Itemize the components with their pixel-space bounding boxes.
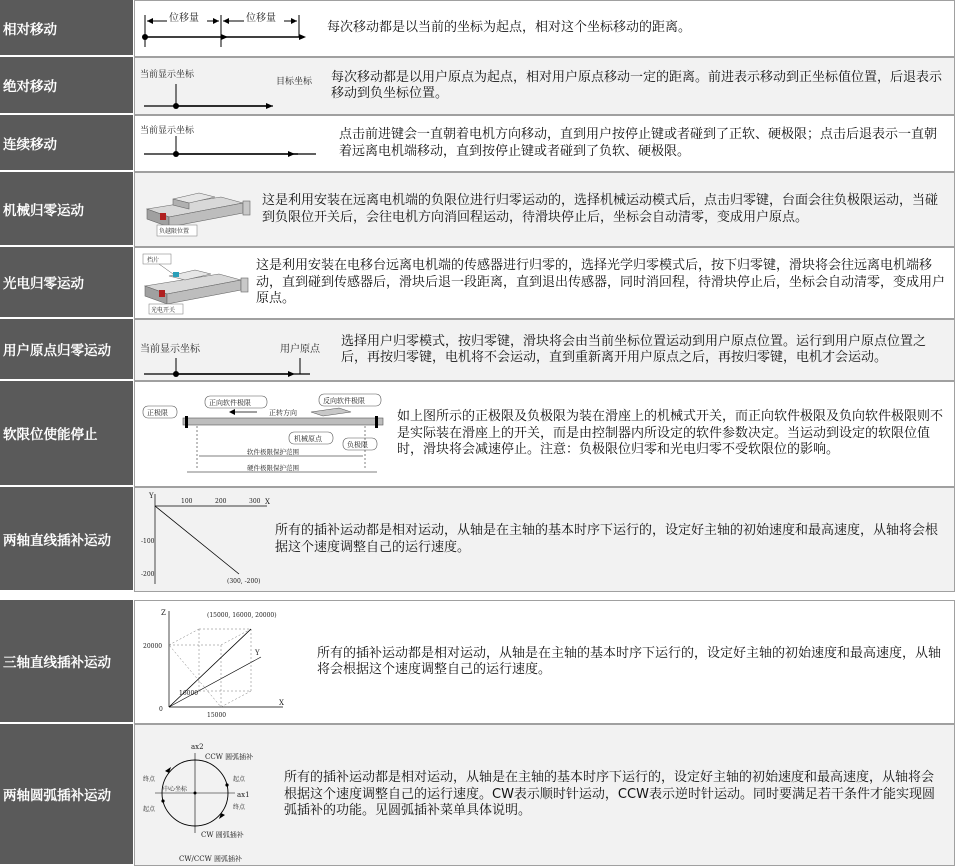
continuous-move-figure	[138, 122, 328, 168]
x-axis-label: X	[265, 498, 270, 506]
mech-origin-label: 机械原点	[294, 435, 322, 443]
current-coord-label: 当前显示坐标	[140, 126, 195, 136]
row-continuous-move	[0, 115, 955, 172]
hw-range-label: 硬件极限保护范围	[247, 464, 299, 472]
row-label: 相对移动	[0, 0, 133, 57]
row-2axis-arc	[0, 724, 955, 866]
row-label: 光电归零运动	[0, 247, 133, 319]
cw-ccw-label: CW/CCW 圆弧插补	[179, 855, 243, 863]
y-value-label: 16000	[179, 690, 199, 697]
y-axis-label: Y	[149, 492, 154, 500]
neg-limit-label: 负极限	[347, 441, 368, 449]
pos-limit-label: 正极限	[147, 409, 168, 417]
2axis-linear-figure	[141, 490, 271, 588]
center-label: 中心坐标	[163, 786, 188, 793]
row-label: 用户原点归零运动	[0, 319, 133, 381]
user-origin-figure	[138, 334, 328, 378]
tick-100: 100	[181, 498, 193, 505]
row-body	[134, 381, 955, 487]
soft-limit-figure	[139, 388, 391, 482]
row-body	[134, 724, 955, 866]
ccw-label: CCW 圆弧插补	[205, 753, 254, 761]
current-coord-label: 当前显示坐标	[140, 70, 195, 80]
row-optical-homing	[0, 247, 955, 319]
row-body	[134, 247, 955, 319]
user-origin-label: 用户原点	[280, 344, 320, 355]
mechanical-stage-figure	[143, 181, 251, 241]
row-soft-limit-stop	[0, 381, 955, 487]
row-description: 所有的插补运动都是相对运动，从轴是在主轴的基本时序下运行的，设定好主轴的初始速度和最高速度，从轴将会根据这个速度调整自己的运行速度。	[317, 645, 942, 677]
target-coord-label: 目标坐标	[276, 77, 313, 87]
shutter-tag: 挡片	[147, 257, 160, 264]
row-label: 两轴直线插补运动	[0, 487, 133, 592]
row-description: 如上图所示的正极限及负极限为装在滑座上的机械式开关，而正向软件极限及负向软件极限则不是实际装在滑座上的开关，而是由控制器内所设定的软件参数决定。当运动到设定的软限位值时，滑块将会减速停止。注意：负极限位归零和光电归零不受软限位的影响。	[397, 409, 944, 458]
row-label: 连续移动	[0, 115, 133, 172]
pos-soft-limit-label: 正向软件极限	[209, 399, 251, 407]
neg-soft-limit-label: 反向软件极限	[323, 397, 365, 405]
end-label-right: 终点	[233, 804, 246, 811]
3axis-linear-figure	[143, 607, 293, 719]
seg1-label: 位移量	[169, 13, 199, 24]
row-2axis-linear	[0, 487, 955, 592]
tick-200: 200	[215, 498, 227, 505]
ax2-label: ax2	[191, 743, 204, 751]
row-body	[134, 319, 955, 381]
direction-label: 正转方向	[269, 409, 297, 417]
row-body	[134, 172, 955, 247]
row-label: 三轴直线插补运动	[0, 600, 133, 724]
soft-range-label: 软件极限保护范围	[247, 448, 299, 456]
absolute-move-figure	[138, 66, 326, 110]
row-body	[134, 0, 955, 57]
tick-n100: -100	[141, 538, 155, 545]
relative-move-figure	[139, 7, 309, 51]
row-description: 这是利用安装在电移台远离电机端的传感器进行归零的，选择光学归零模式后，按下归零键，滑块将会往远离电机端移动，直到碰到传感器后，滑块后退一段距离，直到退出传感器，同时消回程，待滑块停止后，坐标会自动清零，变成用户原点。	[256, 258, 946, 307]
row-description: 点击前进键会一直朝着电机方向移动，直到用户按停止键或者碰到了正软、硬极限；点击后退表示一直朝着远离电机端移动，直到按停止键或者碰到了负软、硬极限。	[339, 127, 938, 159]
row-description: 这是利用安装在远离电机端的负限位进行归零运动的，选择机械运动模式后，点击归零键，台面会往负极限运动，当碰到负限位开关后，会往电机方向消回程运动，待滑块停止后，坐标会自动清零，变成用户原点。	[262, 193, 939, 225]
seg2-label: 位移量	[246, 13, 276, 24]
row-body	[134, 487, 955, 592]
x-axis-label: X	[279, 699, 284, 707]
start-label-right: 起点	[233, 776, 246, 783]
row-relative-move	[0, 0, 955, 57]
row-label: 绝对移动	[0, 57, 133, 115]
row-mechanical-homing	[0, 172, 955, 247]
x-value-label: 15000	[207, 712, 227, 719]
optical-stage-figure	[139, 252, 251, 316]
row-absolute-move	[0, 57, 955, 115]
row-description: 选择用户归零模式，按归零键，滑块将会由当前坐标位置运动到用户原点位置。运行到用户原点位置之后，再按归零键，电机将不会运动，直到重新离开用户原点之后，再按归零键，电机才会运动。	[341, 333, 927, 365]
row-label: 机械归零运动	[0, 172, 133, 247]
tick-n200: -200	[141, 571, 155, 578]
row-description: 每次移动都是以用户原点为起点，相对用户原点移动一定的距离。前进表示移动到正坐标值位置，后退表示移动到负坐标位置。	[331, 69, 943, 101]
current-coord-label: 当前显示坐标	[140, 344, 200, 355]
row-description: 所有的插补运动都是相对运动，从轴是在主轴的基本时序下运行的，设定好主轴的初始速度和最高速度，从轴将会根据这个速度调整自己的运行速度。CW表示顺时针运动，CCW表示逆时针运动。同时要满足若干条件才能实现圆弧插补的功能。见圆弧插补菜单具体说明。	[284, 770, 935, 819]
row-label: 软限位使能停止	[0, 381, 133, 487]
neg-limit-tag: 负越限位置	[159, 228, 190, 235]
cw-label: CW 圆弧插补	[201, 831, 244, 839]
photo-switch-tag: 光电开关	[151, 307, 176, 314]
tick-300: 300	[249, 498, 261, 505]
end-point-label: (300, -200)	[227, 578, 261, 585]
y-axis-label: Y	[255, 649, 260, 657]
row-user-origin-homing	[0, 319, 955, 381]
row-body	[134, 57, 955, 115]
origin-label: 0	[159, 706, 163, 713]
end-label-left: 终点	[143, 776, 156, 783]
row-description: 所有的插补运动都是相对运动，从轴是在主轴的基本时序下运行的，设定好主轴的初始速度和最高速度，从轴将会根据这个速度调整自己的运行速度。	[275, 523, 939, 555]
2axis-arc-figure	[141, 729, 269, 865]
start-label-left: 起点	[143, 806, 156, 813]
ax1-label: ax1	[237, 791, 250, 799]
end-point-label: (15000, 16000, 20000)	[207, 612, 277, 619]
z-value-label: 20000	[143, 643, 163, 650]
row-body	[134, 600, 955, 724]
z-axis-label: Z	[161, 609, 166, 617]
row-description: 每次移动都是以当前的坐标为起点，相对这个坐标移动的距离。	[327, 20, 692, 36]
row-body	[134, 115, 955, 172]
row-label: 两轴圆弧插补运动	[0, 724, 133, 866]
row-3axis-linear	[0, 600, 955, 724]
